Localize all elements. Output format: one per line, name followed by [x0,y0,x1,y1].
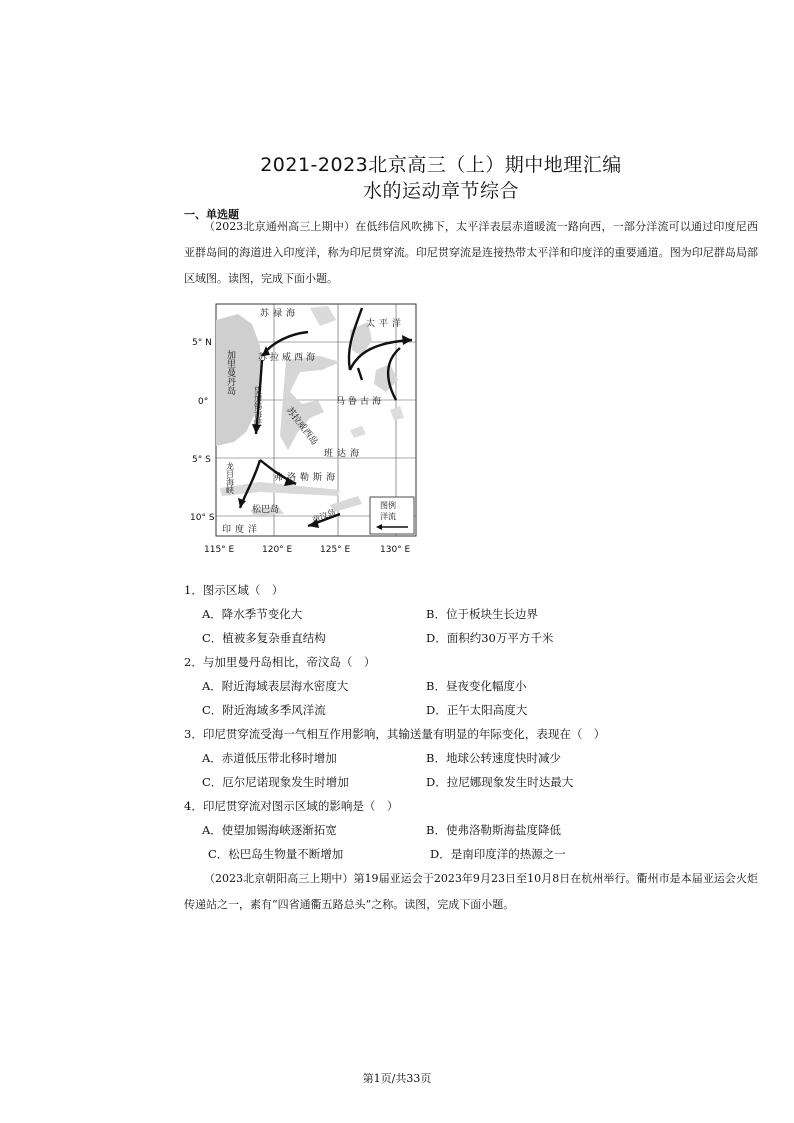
intro-paragraph-2: （2023北京朝阳高三上期中）第19届亚运会于2023年9月23日至10月8日在杭州举行。衢州市是本届亚运会火炬传递站之一，素有“四省通衢五路总头”之称。读图，完成下面小题。 [184,872,758,911]
lat-tick-5s: 5° S [192,455,211,465]
question-3-option-c[interactable]: C．厄尔尼诺现象发生时增加 [202,775,349,789]
question-2-option-a[interactable]: A．附近海域表层海水密度大 [202,679,349,693]
label-timor: 帝汶岛 [311,507,337,525]
question-2-stem: 2．与加里曼丹岛相比，帝汶岛（ ） [184,655,376,669]
label-sulawesi-island: 苏拉威西岛 [283,405,320,448]
section-heading: 一、单选题 [184,208,239,221]
label-sulu-sea: 苏禄海 [260,309,300,319]
document-title: 2021-2023北京高三（上）期中地理汇编 [260,154,622,176]
question-3-option-b[interactable]: B．地球公转速度快时减少 [426,751,561,765]
lon-tick-130: 130° E [380,545,411,555]
indonesia-map-figure [190,300,420,560]
question-2-option-b[interactable]: B．昼夜变化幅度小 [426,679,527,693]
lon-tick-115: 115° E [204,545,235,555]
question-1-option-a[interactable]: A．降水季节变化大 [202,607,303,621]
document-subtitle: 水的运动章节综合 [362,180,519,202]
label-makassar: 望加锡海峡 [253,386,263,426]
question-3-option-d[interactable]: D．拉尼娜现象发生时达最大 [426,775,574,789]
question-4-option-c[interactable]: C．松巴岛生物量不断增加 [208,847,344,861]
label-indian-ocean: 印度洋 [222,525,262,535]
label-pacific: 太平洋 [366,319,406,329]
question-1-option-c[interactable]: C．植被多复杂垂直结构 [202,631,326,645]
question-4-option-d[interactable]: D．是南印度洋的热源之一 [430,847,566,861]
question-3-stem: 3．印尼贯穿流受海一气相互作用影响，其输送量有明显的年际变化，表现在（ ） [184,727,606,741]
question-4-stem: 4．印尼贯穿流对图示区域的影响是（ ） [184,799,399,813]
question-4-option-a[interactable]: A．使望加锡海峡逐渐拓宽 [202,823,337,837]
lon-tick-120: 120° E [262,545,293,555]
question-2-option-d[interactable]: D．正午太阳高度大 [426,703,528,717]
question-3-option-a[interactable]: A．赤道低压带北移时增加 [202,751,337,765]
lat-tick-10s: 10° S [190,513,215,523]
label-sulawesi-sea: 苏拉威西海 [258,353,319,363]
question-4-option-b[interactable]: B．使弗洛勒斯海盐度降低 [426,823,561,837]
label-sumba: 松巴岛 [252,505,280,515]
label-lombok: 龙目海峡 [225,462,235,494]
question-1-stem: 1．图示区域（ ） [184,583,284,597]
label-kalimantan: 加里曼丹岛 [225,350,235,395]
legend-item: 洋流 [380,512,396,521]
label-banda-sea: 班达海 [324,449,364,459]
lat-tick-0: 0° [198,397,209,407]
label-flores-sea: 弗洛勒斯海 [274,473,340,483]
lat-tick-5n: 5° N [192,338,212,348]
page-number: 第1页/共33页 [362,1072,432,1085]
question-1-option-b[interactable]: B．位于板块生长边界 [426,607,538,621]
intro-paragraph-1: （2023北京通州高三上期中）在低纬信风吹拂下，太平洋表层赤道暖流一路向西，一部分洋流可以通过印度尼西亚群岛间的海道进入印度洋，称为印尼贯穿流。印尼贯穿流是连接热带太平洋和印度洋的重要通道。图为印尼群岛局部区域图。读图，完成下面小题。 [184,220,758,285]
legend-title: 图例 [380,501,396,510]
lon-tick-125: 125° E [320,545,351,555]
question-2-option-c[interactable]: C．附近海域多季风洋流 [202,703,326,717]
label-maluku-sea: 马鲁古海 [336,397,385,407]
question-1-option-d[interactable]: D．面积约30万平方千米 [426,631,554,645]
